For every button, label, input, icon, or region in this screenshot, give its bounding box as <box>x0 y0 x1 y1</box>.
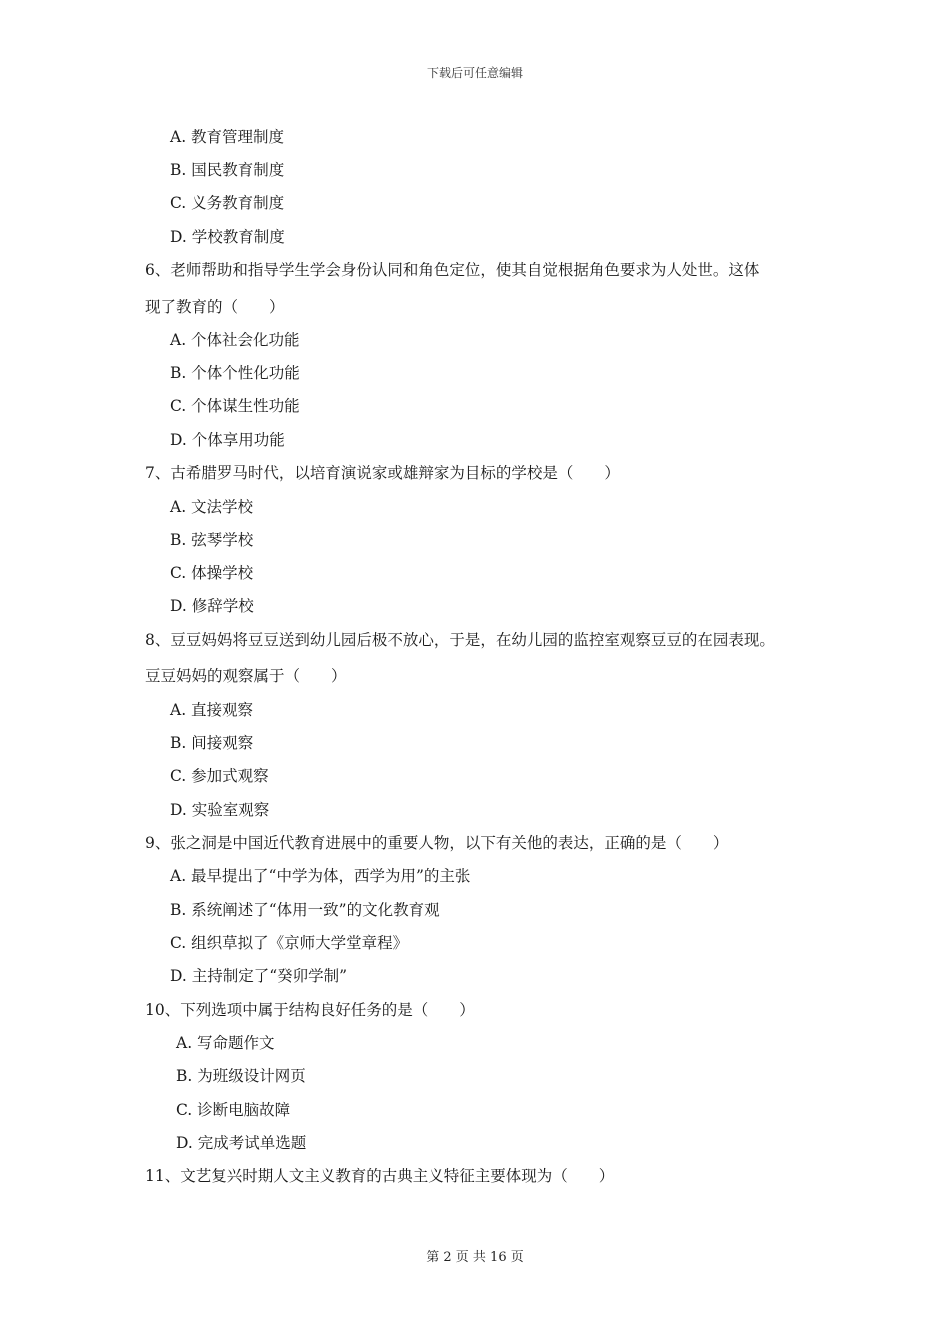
option-line: A. 文法学校 <box>170 498 254 516</box>
option-line: A. 直接观察 <box>170 701 254 719</box>
option-line: B. 弦琴学校 <box>170 531 254 549</box>
option-line: B. 系统阐述了“体用一致”的文化教育观 <box>170 901 440 919</box>
option-line: D. 个体享用功能 <box>170 431 285 449</box>
option-line: D. 主持制定了“癸卯学制” <box>170 967 348 985</box>
question-line: 现了教育的（ ） <box>145 298 285 316</box>
option-line: A. 写命题作文 <box>176 1034 275 1052</box>
option-line: C. 体操学校 <box>170 564 254 582</box>
option-line: D. 学校教育制度 <box>170 228 285 246</box>
option-line: C. 组织草拟了《京师大学堂章程》 <box>170 934 409 952</box>
question-line: 豆豆妈妈的观察属于（ ） <box>145 667 347 685</box>
question-line: 9、张之洞是中国近代教育进展中的重要人物，以下有关他的表达，正确的是（ ） <box>145 834 729 852</box>
option-line: D. 修辞学校 <box>170 597 254 615</box>
option-line: B. 间接观察 <box>170 734 254 752</box>
option-line: A. 个体社会化功能 <box>170 331 300 349</box>
question-line: 8、豆豆妈妈将豆豆送到幼儿园后极不放心，于是，在幼儿园的监控室观察豆豆的在园表现。 <box>145 631 775 649</box>
option-line: B. 国民教育制度 <box>170 161 285 179</box>
option-line: A. 教育管理制度 <box>170 128 285 146</box>
option-line: C. 参加式观察 <box>170 767 269 785</box>
option-line: B. 个体个性化功能 <box>170 364 300 382</box>
question-line: 11、文艺复兴时期人文主义教育的古典主义特征主要体现为（ ） <box>145 1167 615 1185</box>
page-footer: 第 2 页 共 16 页 <box>426 1250 524 1265</box>
option-line: C. 个体谋生性功能 <box>170 397 300 415</box>
question-line: 6、老师帮助和指导学生学会身份认同和角色定位，使其自觉根据角色要求为人处世。这体 <box>145 261 760 279</box>
question-line: 10、下列选项中属于结构良好任务的是（ ） <box>145 1001 475 1019</box>
question-line: 7、古希腊罗马时代，以培育演说家或雄辩家为目标的学校是（ ） <box>145 464 620 482</box>
option-line: D. 完成考试单选题 <box>176 1134 307 1152</box>
option-line: D. 实验室观察 <box>170 801 270 819</box>
page-header: 下载后可任意编辑 <box>426 66 523 80</box>
option-line: C. 义务教育制度 <box>170 194 285 212</box>
option-line: A. 最早提出了“中学为体，西学为用”的主张 <box>170 867 471 885</box>
option-line: C. 诊断电脑故障 <box>176 1101 291 1119</box>
option-line: B. 为班级设计网页 <box>176 1067 306 1085</box>
